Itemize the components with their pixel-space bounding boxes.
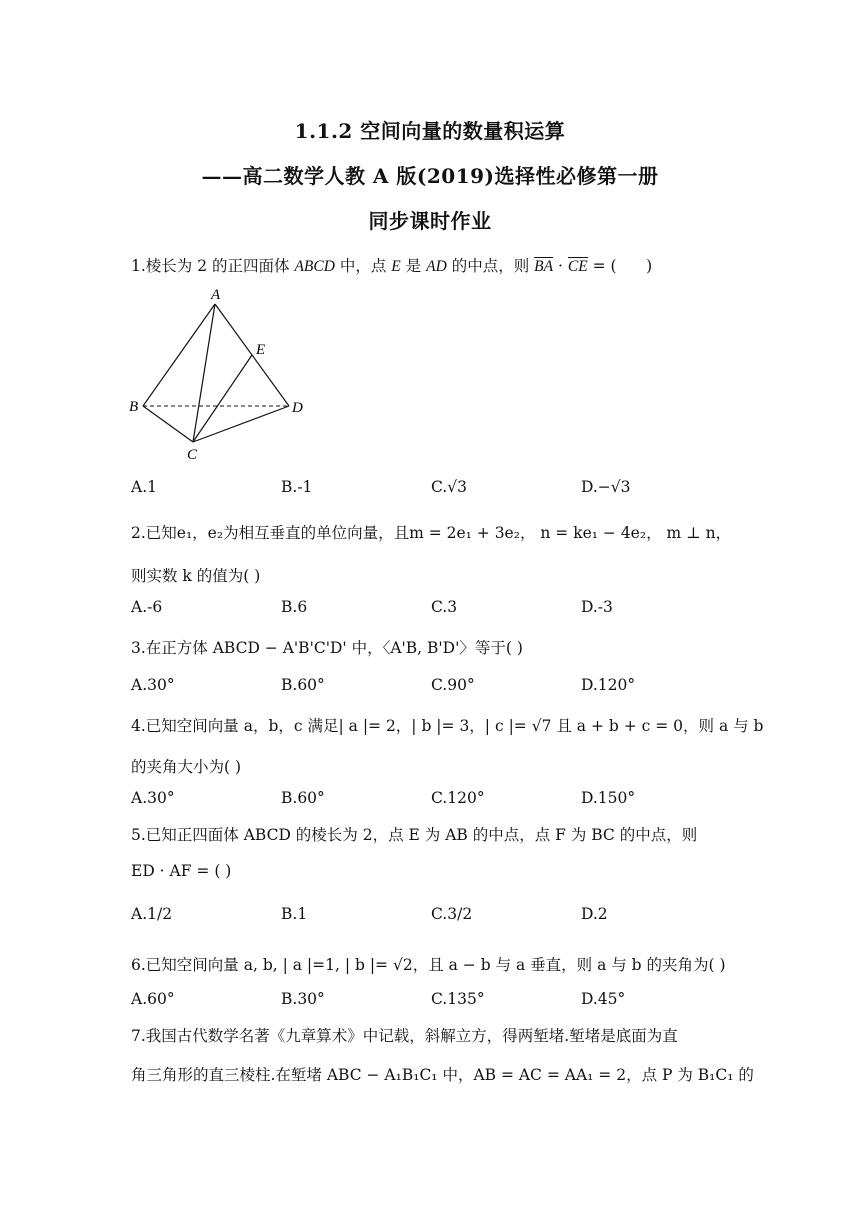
q3-option-b[interactable]: B.60° [281,676,325,694]
question-2: 2.已知e₁，e₂为相互垂直的单位向量，且m = 2e₁ + 3e₂， n = ke₁ − 4e₂， m ⊥ n， [131,524,732,542]
question-5: 5.已知正四面体 ABCD 的棱长为 2，点 E 为 AB 的中点，点 F 为 BC 的中点，则 [131,826,698,844]
page-subtitle-2: 同步课时作业 [368,209,492,233]
q2-option-a[interactable]: A.-6 [131,598,163,616]
question-6: 6.已知空间向量 a, b, | a |=1, | b |= √2，且 a − b 与 a 垂直，则 a 与 b 的夹角为( ) [131,956,726,974]
q6-option-d[interactable]: D.45° [581,990,626,1008]
q5-option-a[interactable]: A.1/2 [131,905,173,923]
q4-option-a[interactable]: A.30° [131,789,175,807]
question-4: 4.已知空间向量 a，b，c 满足| a |= 2，| b |= 3，| c |= √7 且 a + b + c = 0，则 a 与 b [131,717,764,735]
question-1: 1.棱长为 2 的正四面体 ABCD 中，点 E 是 AD 的中点，则 BA · CE = ( ) [131,257,653,275]
label-c: C [187,447,198,463]
q1-option-b[interactable]: B.-1 [281,478,313,496]
q5-option-d[interactable]: D.2 [581,905,608,923]
page-subtitle: ——高二数学人教 A 版(2019)选择性必修第一册 [201,164,659,188]
q4-option-c[interactable]: C.120° [431,789,485,807]
q2-option-b[interactable]: B.6 [281,598,308,616]
q2-option-c[interactable]: C.3 [431,598,458,616]
q5-option-b[interactable]: B.1 [281,905,308,923]
q6-option-b[interactable]: B.30° [281,990,325,1008]
q3-option-c[interactable]: C.90° [431,676,475,694]
question-2-line2: 则实数 k 的值为( ) [131,567,261,585]
q3-option-a[interactable]: A.30° [131,676,175,694]
question-7: 7.我国古代数学名著《九章算术》中记载，斜解立方，得两堑堵.堑堵是底面为直 [131,1027,678,1045]
question-3: 3.在正方体 ABCD − A'B'C'D' 中，〈A'B, B'D'〉等于( ) [131,639,523,657]
question-5-line2: ED · AF = ( ) [131,862,232,880]
q4-option-b[interactable]: B.60° [281,789,325,807]
tetrahedron-figure [125,284,315,464]
question-4-line2: 的夹角大小为( ) [131,758,242,776]
q6-option-a[interactable]: A.60° [131,990,175,1008]
q6-option-c[interactable]: C.135° [431,990,485,1008]
q1-option-a[interactable]: A.1 [131,478,157,496]
label-b: B [129,399,139,415]
q4-option-d[interactable]: D.150° [581,789,636,807]
q5-option-c[interactable]: C.3/2 [431,905,473,923]
q1-option-d[interactable]: D.−√3 [581,478,631,496]
q2-option-d[interactable]: D.-3 [581,598,613,616]
label-d: D [292,400,303,416]
label-e: E [256,342,266,358]
q3-option-d[interactable]: D.120° [581,676,636,694]
q1-option-c[interactable]: C.√3 [431,478,467,496]
question-7-line2: 角三角形的直三棱柱.在堑堵 ABC − A₁B₁C₁ 中，AB = AC = AA₁ = 2，点 P 为 B₁C₁ 的 [131,1066,754,1084]
label-a: A [211,287,221,303]
page-title: 1.1.2 空间向量的数量积运算 [294,119,566,143]
